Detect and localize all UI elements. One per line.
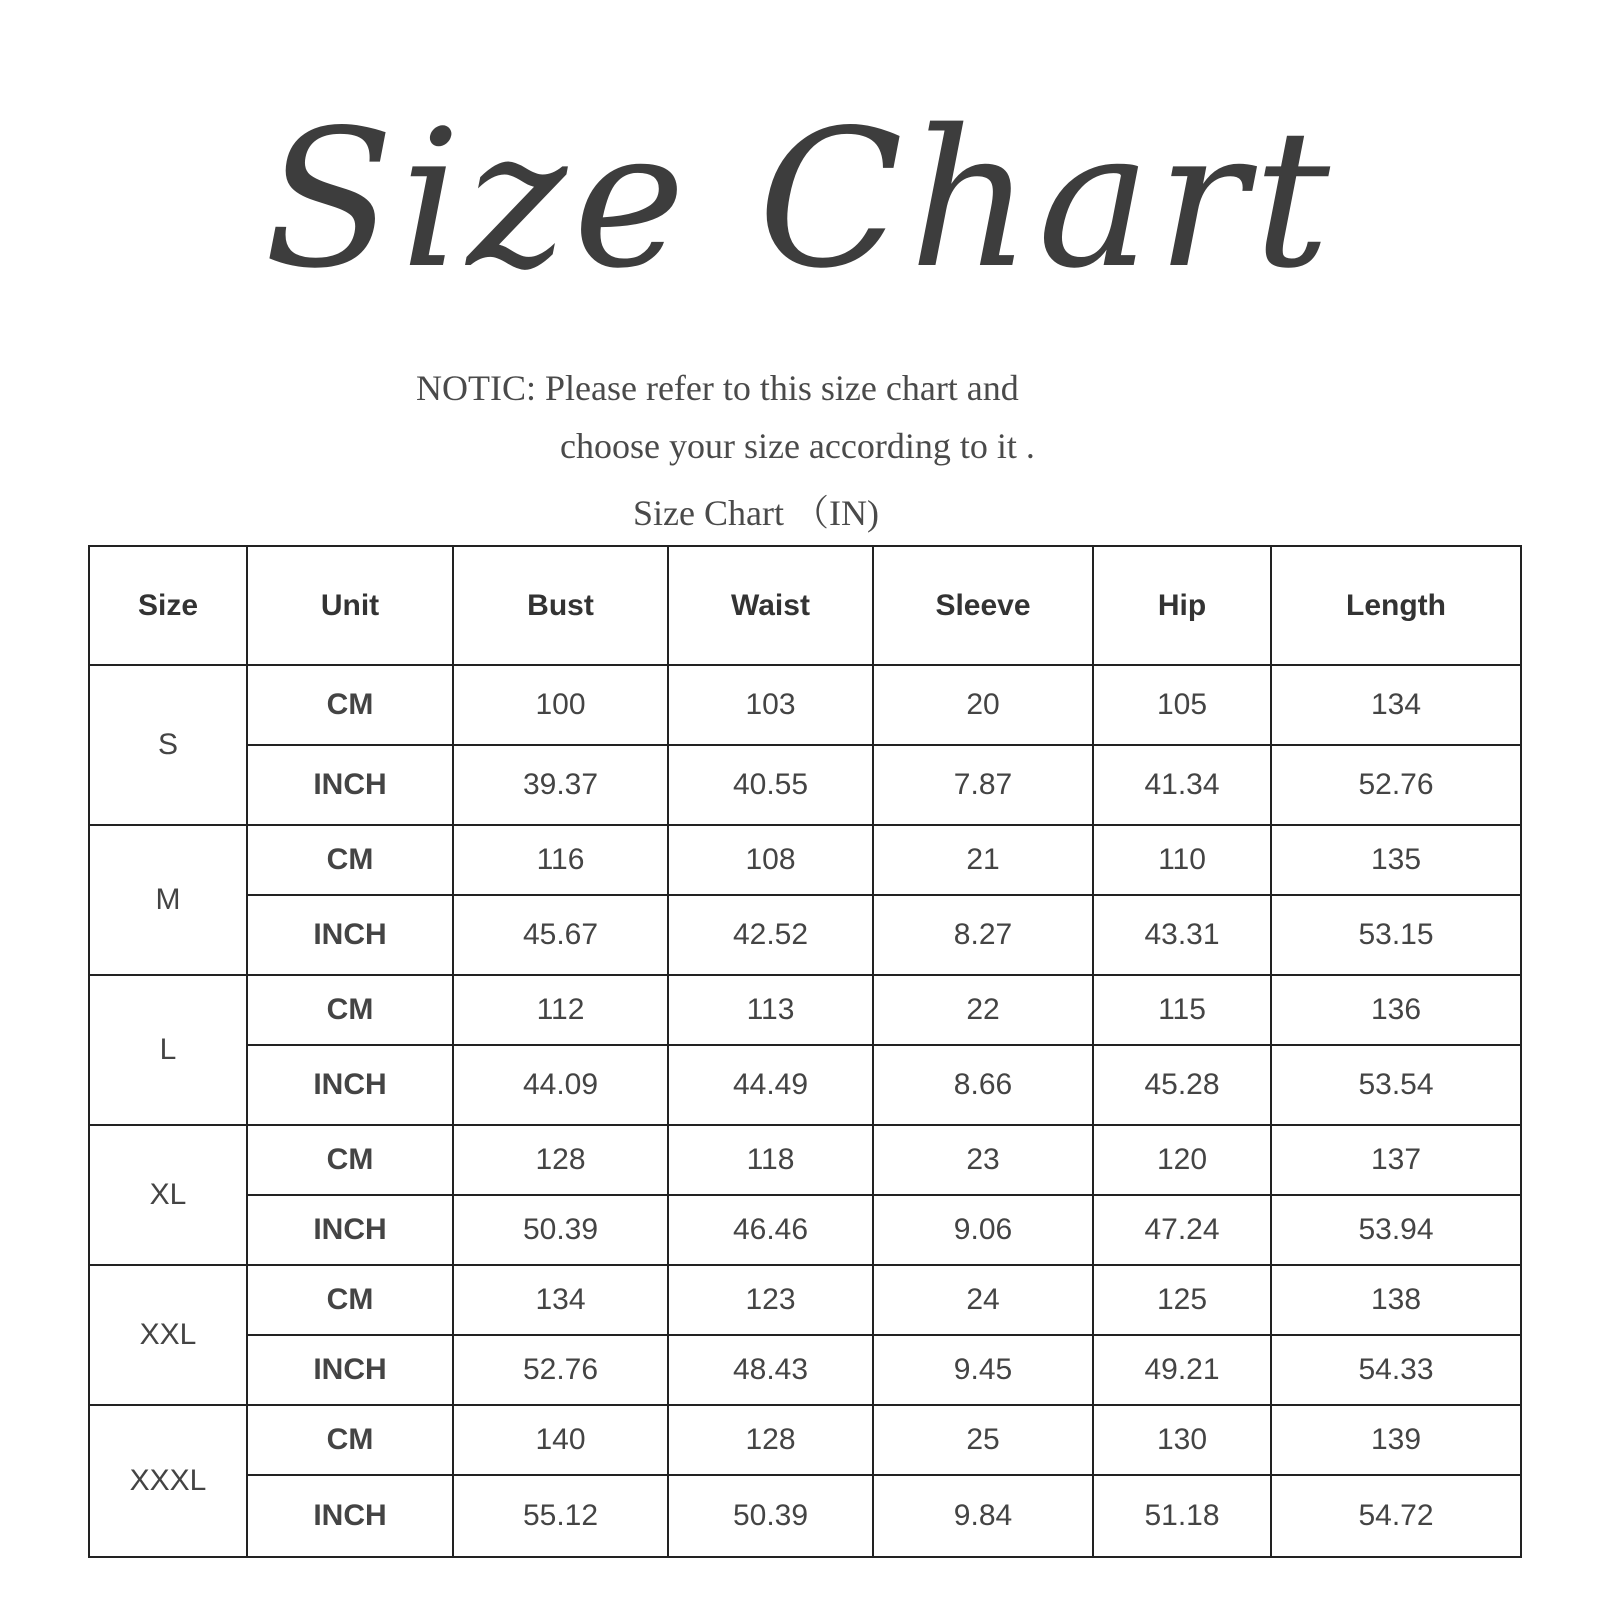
header-length: Length (1271, 546, 1521, 665)
measurement-cell: 21 (873, 825, 1093, 895)
header-unit: Unit (247, 546, 453, 665)
measurement-cell: 52.76 (1271, 745, 1521, 825)
measurement-cell: 23 (873, 1125, 1093, 1195)
table-subtitle: Size Chart （IN) (633, 493, 879, 533)
table-row (89, 1475, 1521, 1557)
measurement-cell: 46.46 (668, 1195, 873, 1265)
measurement-cell: 118 (668, 1125, 873, 1195)
size-label: S (89, 665, 247, 825)
unit-label: CM (247, 1405, 453, 1475)
size-label: XXXL (89, 1405, 247, 1557)
table-row (89, 745, 1521, 825)
size-label: L (89, 975, 247, 1125)
table-row (89, 1265, 1521, 1335)
measurement-cell: 135 (1271, 825, 1521, 895)
measurement-cell: 40.55 (668, 745, 873, 825)
unit-label: CM (247, 825, 453, 895)
size-label: XXL (89, 1265, 247, 1405)
header-waist: Waist (668, 546, 873, 665)
measurement-cell: 140 (453, 1405, 668, 1475)
measurement-cell: 103 (668, 665, 873, 745)
measurement-cell: 54.33 (1271, 1335, 1521, 1405)
header-bust: Bust (453, 546, 668, 665)
measurement-cell: 120 (1093, 1125, 1271, 1195)
unit-label: INCH (247, 1475, 453, 1557)
unit-label: INCH (247, 1195, 453, 1265)
measurement-cell: 54.72 (1271, 1475, 1521, 1557)
notice-line-2: choose your size according to it . (560, 426, 1035, 466)
measurement-cell: 39.37 (453, 745, 668, 825)
table-row (89, 665, 1521, 745)
header-hip: Hip (1093, 546, 1271, 665)
measurement-cell: 52.76 (453, 1335, 668, 1405)
unit-label: INCH (247, 1335, 453, 1405)
measurement-cell: 134 (1271, 665, 1521, 745)
measurement-cell: 24 (873, 1265, 1093, 1335)
measurement-cell: 8.66 (873, 1045, 1093, 1125)
table-row (89, 895, 1521, 975)
measurement-cell: 113 (668, 975, 873, 1045)
unit-label: INCH (247, 895, 453, 975)
table-row (89, 1045, 1521, 1125)
measurement-cell: 55.12 (453, 1475, 668, 1557)
notice-line-1: NOTIC: Please refer to this size chart and (416, 368, 1019, 408)
measurement-cell: 45.67 (453, 895, 668, 975)
measurement-cell: 128 (668, 1405, 873, 1475)
measurement-cell: 50.39 (668, 1475, 873, 1557)
table-row (89, 975, 1521, 1045)
measurement-cell: 50.39 (453, 1195, 668, 1265)
measurement-cell: 9.84 (873, 1475, 1093, 1557)
header-row (89, 546, 1521, 665)
measurement-cell: 128 (453, 1125, 668, 1195)
unit-label: INCH (247, 1045, 453, 1125)
measurement-cell: 42.52 (668, 895, 873, 975)
measurement-cell: 130 (1093, 1405, 1271, 1475)
measurement-cell: 100 (453, 665, 668, 745)
unit-label: CM (247, 1265, 453, 1335)
measurement-cell: 138 (1271, 1265, 1521, 1335)
size-table (88, 545, 1522, 1558)
measurement-cell: 136 (1271, 975, 1521, 1045)
measurement-cell: 137 (1271, 1125, 1521, 1195)
measurement-cell: 53.15 (1271, 895, 1521, 975)
measurement-cell: 49.21 (1093, 1335, 1271, 1405)
page-title: Size Chart (263, 89, 1337, 310)
measurement-cell: 44.09 (453, 1045, 668, 1125)
table-row (89, 1335, 1521, 1405)
measurement-cell: 53.94 (1271, 1195, 1521, 1265)
measurement-cell: 8.27 (873, 895, 1093, 975)
unit-label: CM (247, 1125, 453, 1195)
measurement-cell: 105 (1093, 665, 1271, 745)
table-row (89, 1125, 1521, 1195)
measurement-cell: 47.24 (1093, 1195, 1271, 1265)
table-body (89, 665, 1521, 1557)
unit-label: CM (247, 975, 453, 1045)
size-label: M (89, 825, 247, 975)
measurement-cell: 41.34 (1093, 745, 1271, 825)
measurement-cell: 110 (1093, 825, 1271, 895)
table-row (89, 1405, 1521, 1475)
measurement-cell: 53.54 (1271, 1045, 1521, 1125)
size-label: XL (89, 1125, 247, 1265)
table-row (89, 1195, 1521, 1265)
measurement-cell: 108 (668, 825, 873, 895)
measurement-cell: 139 (1271, 1405, 1521, 1475)
measurement-cell: 125 (1093, 1265, 1271, 1335)
measurement-cell: 116 (453, 825, 668, 895)
measurement-cell: 9.45 (873, 1335, 1093, 1405)
unit-label: CM (247, 665, 453, 745)
measurement-cell: 51.18 (1093, 1475, 1271, 1557)
unit-label: INCH (247, 745, 453, 825)
measurement-cell: 25 (873, 1405, 1093, 1475)
measurement-cell: 115 (1093, 975, 1271, 1045)
header-size: Size (89, 546, 247, 665)
measurement-cell: 20 (873, 665, 1093, 745)
measurement-cell: 44.49 (668, 1045, 873, 1125)
measurement-cell: 48.43 (668, 1335, 873, 1405)
measurement-cell: 9.06 (873, 1195, 1093, 1265)
measurement-cell: 7.87 (873, 745, 1093, 825)
table-row (89, 825, 1521, 895)
measurement-cell: 112 (453, 975, 668, 1045)
measurement-cell: 45.28 (1093, 1045, 1271, 1125)
measurement-cell: 43.31 (1093, 895, 1271, 975)
measurement-cell: 22 (873, 975, 1093, 1045)
header-sleeve: Sleeve (873, 546, 1093, 665)
measurement-cell: 123 (668, 1265, 873, 1335)
measurement-cell: 134 (453, 1265, 668, 1335)
